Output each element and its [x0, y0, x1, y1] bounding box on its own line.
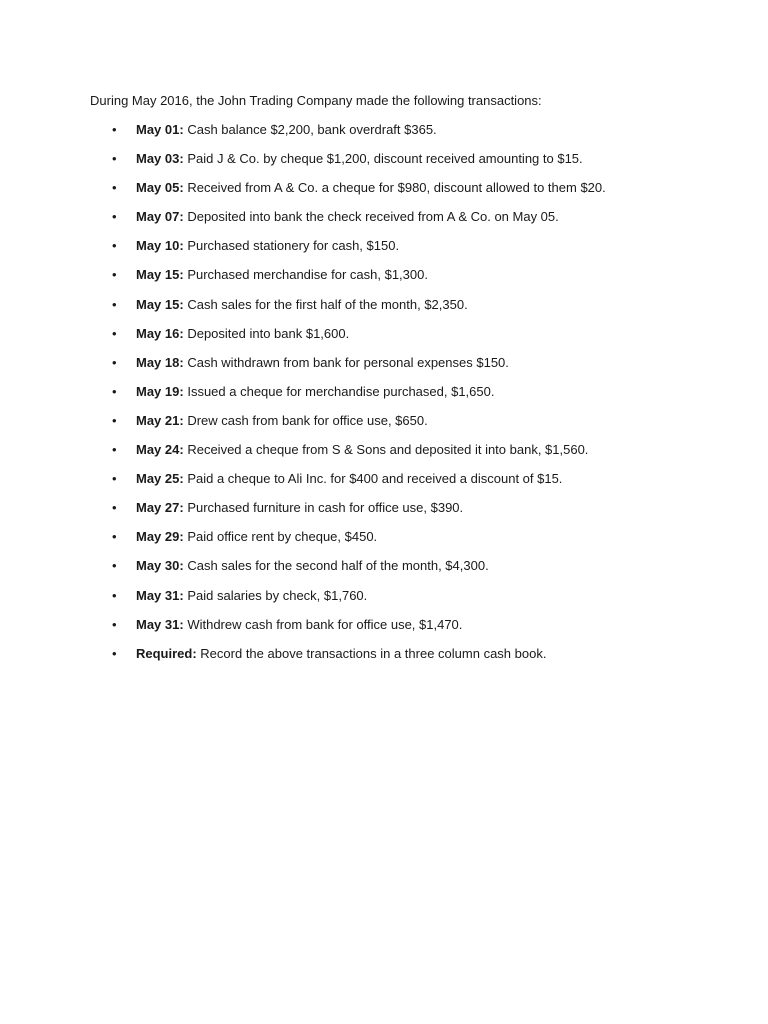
- list-item-text: [136, 297, 468, 313]
- transaction-date: May 10:: [136, 238, 184, 254]
- bullet-icon: •: [112, 529, 117, 545]
- transaction-description: Deposited into bank the check received from A & Co. on May 05.: [187, 209, 559, 225]
- transaction-date: May 15:: [136, 296, 184, 312]
- list-item-text: [136, 355, 509, 371]
- bullet-icon: •: [112, 325, 117, 341]
- list-item: [0, 180, 768, 209]
- list-item: [0, 384, 768, 413]
- list-item: [0, 326, 768, 355]
- transaction-description: Drew cash from bank for office use, $650.: [187, 412, 428, 428]
- bullet-icon: •: [112, 645, 117, 661]
- transaction-date: May 24:: [136, 442, 184, 458]
- transaction-description: Withdrew cash from bank for office use, $1,470.: [187, 616, 463, 632]
- list-item-text: [136, 151, 583, 167]
- list-item-text: [136, 442, 588, 458]
- list-item-text: [136, 413, 428, 429]
- list-item-text: [136, 326, 349, 342]
- list-item-text: [136, 209, 559, 225]
- bullet-icon: •: [112, 442, 117, 458]
- list-item-text: [136, 238, 399, 254]
- transaction-description: Purchased stationery for cash, $150.: [187, 238, 400, 254]
- transaction-description: Paid a cheque to Ali Inc. for $400 and received a discount of $15.: [187, 471, 563, 487]
- transaction-date: May 01:: [136, 122, 184, 137]
- bullet-icon: •: [112, 238, 117, 254]
- transaction-date: May 05:: [136, 180, 184, 196]
- transaction-description: Purchased merchandise for cash, $1,300.: [187, 267, 428, 283]
- bullet-icon: •: [112, 587, 117, 603]
- transaction-date: May 25:: [136, 471, 184, 487]
- list-item-text: [136, 617, 462, 633]
- list-item: [0, 355, 768, 384]
- list-item-text: [136, 646, 546, 662]
- list-item: [0, 558, 768, 587]
- list-item: [0, 151, 768, 180]
- list-item: [0, 413, 768, 442]
- intro-paragraph: During May 2016, the John Trading Company made the following transactions:: [90, 93, 542, 108]
- transaction-date: Required:: [136, 645, 197, 661]
- list-item: [0, 471, 768, 500]
- transaction-date: May 30:: [136, 558, 184, 574]
- bullet-icon: •: [112, 267, 117, 283]
- bullet-icon: •: [112, 383, 117, 399]
- list-item-text: [136, 558, 489, 574]
- transaction-date: May 27:: [136, 500, 184, 516]
- list-item-text: [136, 588, 367, 604]
- bullet-icon: •: [112, 180, 117, 196]
- bullet-icon: •: [112, 209, 117, 225]
- bullet-icon: •: [112, 412, 117, 428]
- transaction-date: May 18:: [136, 354, 184, 370]
- list-item: [0, 238, 768, 267]
- bullet-icon: •: [112, 296, 117, 312]
- transaction-description: Deposited into bank $1,600.: [187, 325, 350, 341]
- transaction-description: Cash withdrawn from bank for personal expenses $150.: [187, 354, 509, 370]
- list-item-text: [136, 180, 606, 196]
- bullet-icon: •: [112, 122, 117, 137]
- list-item: [0, 297, 768, 326]
- list-item-text: [136, 384, 494, 400]
- list-item-text: [136, 471, 562, 487]
- list-item-text: [136, 122, 437, 138]
- list-item: [0, 209, 768, 238]
- bullet-icon: •: [112, 471, 117, 487]
- list-item: [0, 646, 768, 675]
- list-item: [0, 617, 768, 646]
- transaction-description: Received a cheque from S & Sons and deposited it into bank, $1,560.: [187, 442, 589, 458]
- transaction-description: Issued a cheque for merchandise purchased, $1,650.: [187, 383, 495, 399]
- list-item: [0, 588, 768, 617]
- bullet-icon: •: [112, 500, 117, 516]
- list-item: [0, 122, 768, 151]
- transaction-date: May 31:: [136, 587, 184, 603]
- list-item: [0, 442, 768, 471]
- bullet-icon: •: [112, 354, 117, 370]
- transaction-description: Paid J & Co. by cheque $1,200, discount received amounting to $15.: [187, 151, 583, 167]
- transaction-list: [0, 122, 768, 675]
- transaction-date: May 07:: [136, 209, 184, 225]
- transaction-date: May 03:: [136, 151, 184, 167]
- list-item: [0, 529, 768, 558]
- transaction-date: May 29:: [136, 529, 184, 545]
- bullet-icon: •: [112, 616, 117, 632]
- transaction-description: Purchased furniture in cash for office use, $390.: [187, 500, 464, 516]
- bullet-icon: •: [112, 558, 117, 574]
- transaction-description: Paid salaries by check, $1,760.: [187, 587, 368, 603]
- list-item-text: [136, 500, 463, 516]
- list-item: [0, 500, 768, 529]
- transaction-description: Cash sales for the second half of the month, $4,300.: [187, 558, 489, 574]
- transaction-date: May 31:: [136, 616, 184, 632]
- list-item-text: [136, 529, 377, 545]
- transaction-description: Cash balance $2,200, bank overdraft $365.: [187, 122, 437, 137]
- transaction-date: May 19:: [136, 383, 184, 399]
- transaction-description: Record the above transactions in a three column cash book.: [200, 645, 547, 661]
- transaction-description: Cash sales for the first half of the month, $2,350.: [187, 296, 468, 312]
- list-item: [0, 267, 768, 296]
- transaction-description: Paid office rent by cheque, $450.: [187, 529, 378, 545]
- transaction-date: May 15:: [136, 267, 184, 283]
- list-item-text: [136, 267, 428, 283]
- transaction-date: May 21:: [136, 412, 184, 428]
- transaction-description: Received from A & Co. a cheque for $980, discount allowed to them $20.: [187, 180, 606, 196]
- bullet-icon: •: [112, 151, 117, 167]
- transaction-date: May 16:: [136, 325, 184, 341]
